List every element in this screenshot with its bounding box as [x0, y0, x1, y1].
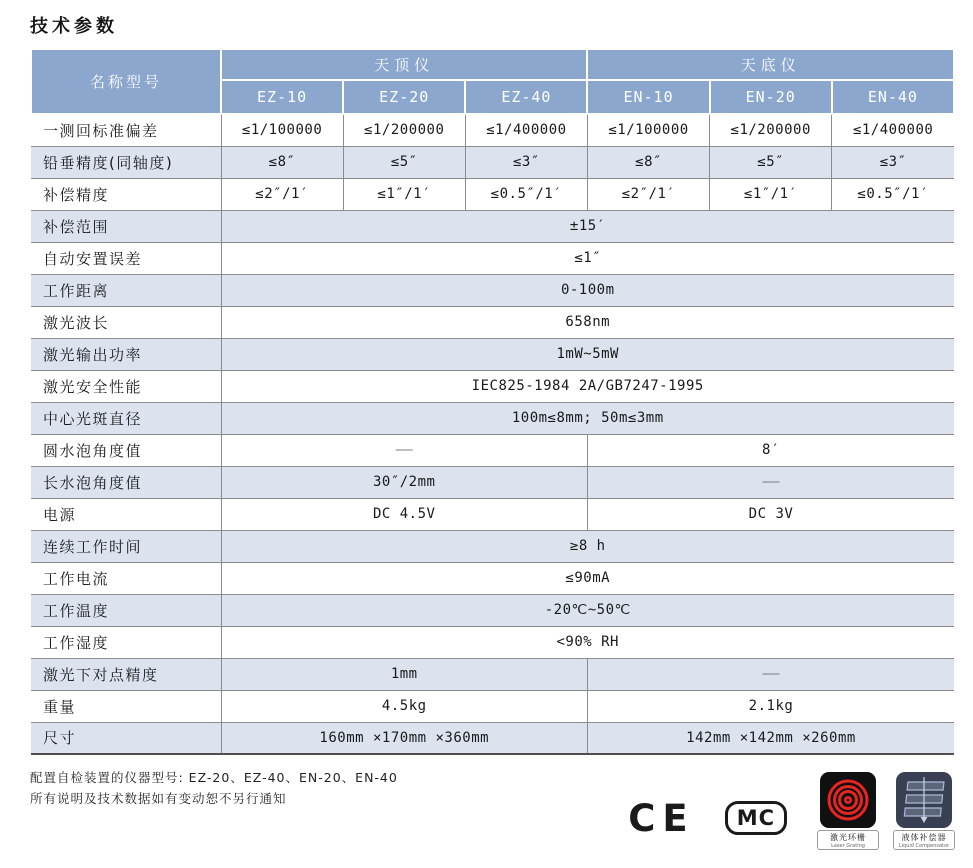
corner-header-cell: 名称型号 [31, 49, 221, 114]
group-header-cell: 天顶仪 [221, 49, 587, 80]
model-header-cell: EZ-10 [221, 80, 343, 114]
spec-value-cell: DC 4.5V [221, 498, 587, 530]
table-row [31, 306, 954, 338]
spec-value-cell: ≤8″ [587, 146, 709, 178]
spec-value-cell: ≤1″/1′ [343, 178, 465, 210]
spec-value-cell: 1mW~5mW [221, 338, 954, 370]
row-label: 激光下对点精度 [31, 658, 221, 690]
spec-value-cell: ≤1/400000 [832, 114, 954, 146]
group-header-cell: 天底仪 [587, 49, 954, 80]
table-row [31, 434, 954, 466]
spec-value-cell: ≤1″/1′ [710, 178, 832, 210]
table-row [31, 274, 954, 306]
footnote-line: 配置自检装置的仪器型号: EZ-20、EZ-40、EN-20、EN-40 [30, 770, 398, 785]
liquid-compensator-label [893, 830, 955, 850]
ce-mark-icon: CE [628, 796, 695, 840]
liquid-compensator-icon [896, 772, 952, 828]
mc-mark-icon: MC [725, 801, 787, 835]
spec-value-cell: 30″/2mm [221, 466, 587, 498]
spec-value-cell: 100m≤8mm; 50m≤3mm [221, 402, 954, 434]
spec-value-cell: 160mm ×170mm ×360mm [221, 722, 587, 754]
table-row [31, 722, 954, 754]
row-label: 工作湿度 [31, 626, 221, 658]
spec-value-cell: -20℃~50℃ [221, 594, 954, 626]
spec-value-cell: ≤1/100000 [221, 114, 343, 146]
spec-value-cell: ≤5″ [343, 146, 465, 178]
spec-value-cell: <90% RH [221, 626, 954, 658]
table-row [31, 210, 954, 242]
laser-grating-label [817, 830, 879, 850]
table-row [31, 658, 954, 690]
row-label: 激光波长 [31, 306, 221, 338]
row-label: 激光安全性能 [31, 370, 221, 402]
table-header [31, 49, 954, 114]
spec-value-cell: IEC825-1984 2A/GB7247-1995 [221, 370, 954, 402]
model-header-cell: EN-40 [832, 80, 954, 114]
spec-value-cell: ≤1/200000 [343, 114, 465, 146]
spec-value-cell: 2.1kg [587, 690, 954, 722]
spec-value-cell: DC 3V [587, 498, 954, 530]
spec-value-cell: 142mm ×142mm ×260mm [587, 722, 954, 754]
row-label: 尺寸 [31, 722, 221, 754]
row-label: 重量 [31, 690, 221, 722]
row-label: 圆水泡角度值 [31, 434, 221, 466]
table-body [31, 114, 954, 754]
spec-value-cell: ≤0.5″/1′ [465, 178, 587, 210]
row-label: 补偿范围 [31, 210, 221, 242]
spec-value-cell: 1mm [221, 658, 587, 690]
table-row [31, 594, 954, 626]
spec-value-cell: ≤8″ [221, 146, 343, 178]
liquid-compensator-badge [893, 772, 955, 850]
table-row [31, 338, 954, 370]
table-row [31, 530, 954, 562]
footnote-line: 所有说明及技术数据如有变动恕不另行通知 [30, 790, 287, 806]
footer [30, 768, 955, 850]
spec-value-cell: 658nm [221, 306, 954, 338]
row-label: 工作距离 [31, 274, 221, 306]
table-row [31, 370, 954, 402]
model-header-cell: EZ-20 [343, 80, 465, 114]
spec-value-cell: 8′ [587, 434, 954, 466]
spec-value-cell: ≤90mA [221, 562, 954, 594]
row-label: 工作温度 [31, 594, 221, 626]
table-row [31, 242, 954, 274]
badge-label-cn: 激光环栅 [830, 833, 866, 842]
spec-value-cell: ≥8 h [221, 530, 954, 562]
laser-grating-badge [817, 772, 879, 850]
row-label: 电源 [31, 498, 221, 530]
spec-value-cell: ±15′ [221, 210, 954, 242]
spec-value-cell: ≤3″ [832, 146, 954, 178]
spec-value-cell: 4.5kg [221, 690, 587, 722]
spec-value-cell: —— [587, 466, 954, 498]
page-title: 技术参数 [30, 16, 118, 37]
row-label: 连续工作时间 [31, 530, 221, 562]
spec-value-cell: 0-100m [221, 274, 954, 306]
spec-value-cell: ≤1″ [221, 242, 954, 274]
table-row [31, 178, 954, 210]
table-row [31, 626, 954, 658]
technical-specs-table [30, 48, 955, 755]
badge-label-en: Liquid Compensator [898, 843, 950, 849]
row-label: 铅垂精度(同轴度) [31, 146, 221, 178]
row-label: 中心光斑直径 [31, 402, 221, 434]
model-header-cell: EZ-40 [465, 80, 587, 114]
row-label: 补偿精度 [31, 178, 221, 210]
feature-badges [817, 772, 955, 850]
spec-value-cell: ≤1/100000 [587, 114, 709, 146]
row-label: 激光输出功率 [31, 338, 221, 370]
footnotes [30, 768, 398, 809]
table-row [31, 690, 954, 722]
spec-value-cell: ≤3″ [465, 146, 587, 178]
row-label: 一测回标准偏差 [31, 114, 221, 146]
badge-label-en: Laser Grating [831, 843, 865, 849]
spec-value-cell: ≤1/400000 [465, 114, 587, 146]
table-row [31, 114, 954, 146]
table-row [31, 498, 954, 530]
spec-value-cell: ≤5″ [710, 146, 832, 178]
spec-value-cell: ≤1/200000 [710, 114, 832, 146]
spec-value-cell: —— [221, 434, 587, 466]
table-row [31, 562, 954, 594]
spec-value-cell: ≤2″/1′ [221, 178, 343, 210]
model-header-cell: EN-20 [710, 80, 832, 114]
row-label: 自动安置误差 [31, 242, 221, 274]
badge-label-cn: 液体补偿器 [901, 833, 947, 842]
table-row [31, 466, 954, 498]
table-row [31, 402, 954, 434]
model-header-cell: EN-10 [587, 80, 709, 114]
spec-value-cell: ≤2″/1′ [587, 178, 709, 210]
spec-value-cell: ≤0.5″/1′ [832, 178, 954, 210]
row-label: 工作电流 [31, 562, 221, 594]
spec-value-cell: —— [587, 658, 954, 690]
laser-grating-icon [820, 772, 876, 828]
row-label: 长水泡角度值 [31, 466, 221, 498]
table-row [31, 146, 954, 178]
certification-marks [628, 768, 955, 850]
